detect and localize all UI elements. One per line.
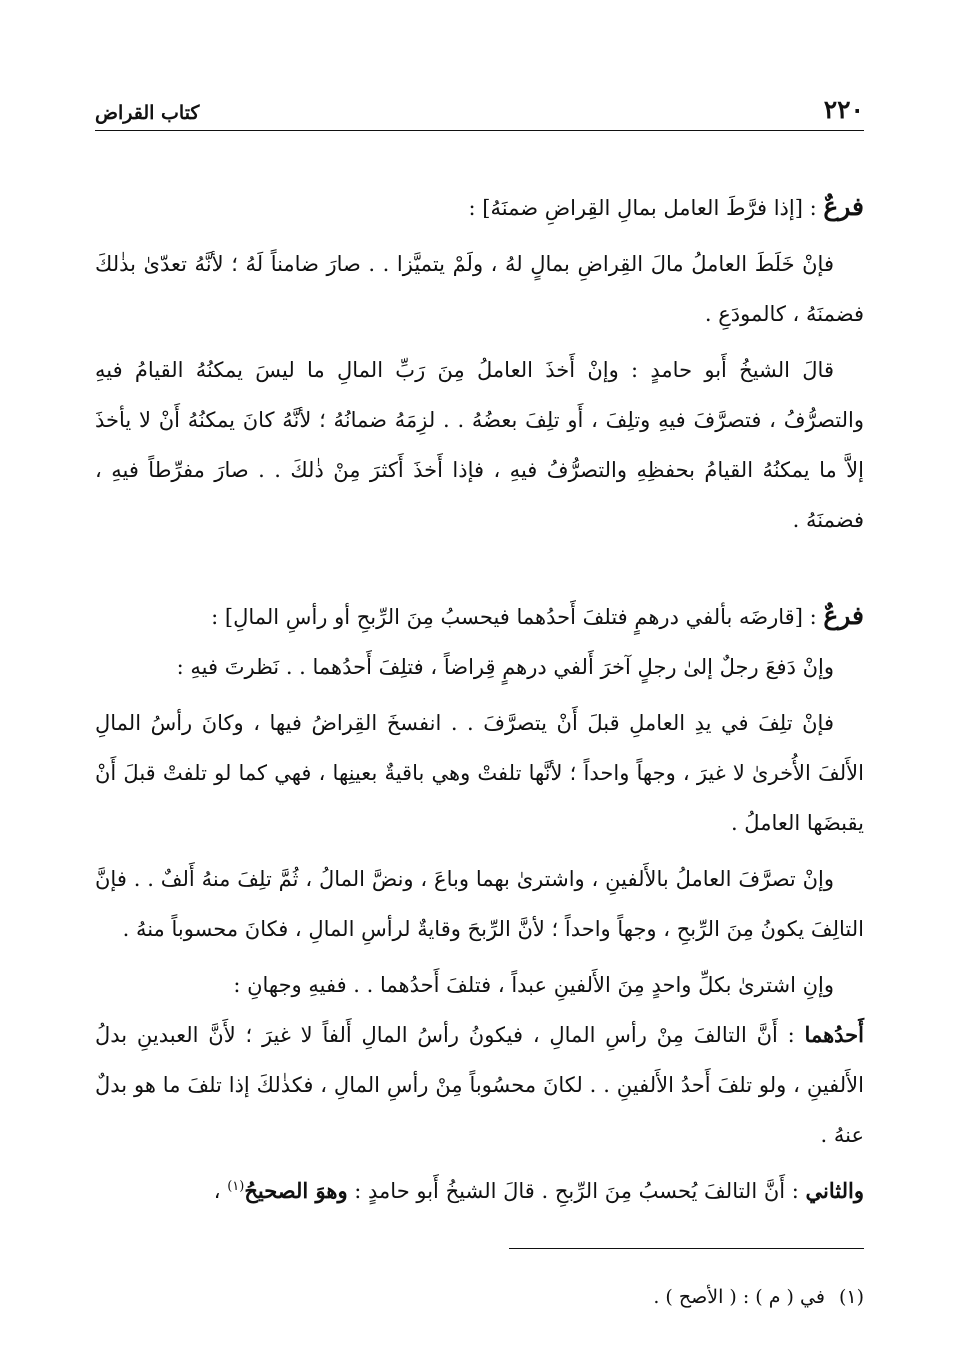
second-opinion-text: : أَنَّ التالفَ يُحسبُ مِنَ الرِّبحِ . قالَ الشيخُ أَبو حامدٍ :	[347, 1179, 806, 1203]
section2-paragraph-1: وإنْ دَفعَ رجلٌ إلىٰ رجلٍ آخرَ أَلفي درهمٍ قِراضاً ، فتلِفَ أَحدُهما . . نَظرتَ فيهِ :	[176, 655, 834, 679]
running-title: كتاب القراض	[95, 102, 200, 124]
section1-paragraph-1: فإنْ خَلَطَ العاملُ مالَ القِراضِ بمالٍ لهُ ، ولَمْ يتميَّزا . . صارَ ضامناً لَهُ ؛ لأنَّهُ تعدّىٰ بذٰلكَ فضمنَهُ ، كالمودَعِ .	[95, 252, 864, 326]
section2-paragraph-6	[95, 1166, 864, 1216]
section2-label: فرعٌ	[823, 601, 864, 630]
footnote	[95, 1282, 864, 1312]
page-body	[95, 182, 864, 1216]
footnote-text: في ( م ) : ( الأصح ) .	[653, 1286, 825, 1308]
section1-heading	[95, 182, 864, 233]
section1-paragraph-2: قالَ الشيخُ أَبو حامدٍ : وإنْ أَخذَ العاملُ مِنَ رَبِّ المالِ ما ليسَ يمكنُهُ القيامُ فيهِ والتصرُّفُ ، فتصرَّفَ فيهِ وتلِفَ ، أَو تلِفَ بعضُهُ . . لزِمَهُ ضمانُهُ ؛ لأنَّهُ كانَ يمكنُهُ أَنْ لا يأخذَ إلاَّ ما يمكنُهُ القيامُ بحفظِهِ والتصرُّفُ فيهِ ، فإذا أَخذَ أَكثرَ مِنْ ذٰلكَ . . صارَ مفرِّطاً فيهِ ، فضمنَهُ .	[95, 358, 864, 532]
first-opinion-text: : أَنَّ التالفَ مِنْ رأسِ المالِ ، فيكونُ رأسُ المالِ أَلفاً لا غيرَ ؛ لأَنَّ العبدينِ بدلُ الأَلفينِ ، ولو تلفَ أَحدُ الأَلفينِ . . لكانَ محسُوباً مِنْ رأسِ المالِ ، فكذٰلكَ إذا تلفَ ما هو بدلٌ عنهُ .	[95, 1023, 864, 1147]
first-opinion-label: أَحدُهما	[804, 1022, 864, 1047]
second-opinion-tail: ،	[213, 1179, 228, 1203]
section1-label: فرعٌ	[823, 192, 864, 221]
section2-paragraph-5	[95, 1010, 864, 1160]
section2-paragraph-4: وإنِ اشترىٰ بكلِّ واحدٍ مِنَ الأَلفينِ عبداً ، فتلفَ أَحدُهما . . ففيهِ وجهانِ :	[233, 973, 834, 997]
page-header	[95, 88, 864, 131]
section2-paragraph-2: فإنْ تلِفَ في يدِ العاملِ قبلَ أَنْ يتصرَّفَ . . انفسخَ القِراضُ فيها ، وكانَ رأسُ المالِ الأَلفَ الأُخرىٰ لا غيرَ ، وجهاً واحداً ؛ لأنَّها تلفتْ وهي باقيةٌ بعينِها ، فهي كما لو تلفتْ قبلَ أَنْ يقبضَها العاملُ .	[95, 711, 864, 835]
correct-opinion-phrase: وهوَ الصحيحُ	[244, 1178, 348, 1203]
section2-heading	[95, 591, 864, 642]
second-opinion-label: والثاني	[805, 1178, 864, 1203]
footnote-separator	[509, 1248, 864, 1249]
page-number: ٢٢٠	[823, 95, 864, 124]
footnote-number: (١)	[838, 1286, 864, 1308]
footnote-reference[interactable]: (١)	[227, 1179, 245, 1194]
section1-heading-text: : [إذا فرَّطَ العامل بمالِ القِراضِ ضمنَهُ] :	[468, 196, 824, 220]
section2-paragraph-3: وإنْ تصرَّفَ العاملُ بالأَلفينِ ، واشترىٰ بهما وباعَ ، ونضَّ المالُ ، ثُمَّ تلِفَ منهُ أَلفٌ . . فإنَّ التالِفَ يكونُ مِنَ الرِّبحِ ، وجهاً واحداً ؛ لأنَّ الرِّبحَ وقايةٌ لرأسِ المالِ ، فكانَ محسوباً منهُ .	[95, 867, 864, 941]
section2-heading-text: : [قارضَه بألفي درهمٍ فتلفَ أَحدُهما فيحسبُ مِنَ الرِّبحِ أو رأسِ المالِ] :	[211, 605, 824, 629]
